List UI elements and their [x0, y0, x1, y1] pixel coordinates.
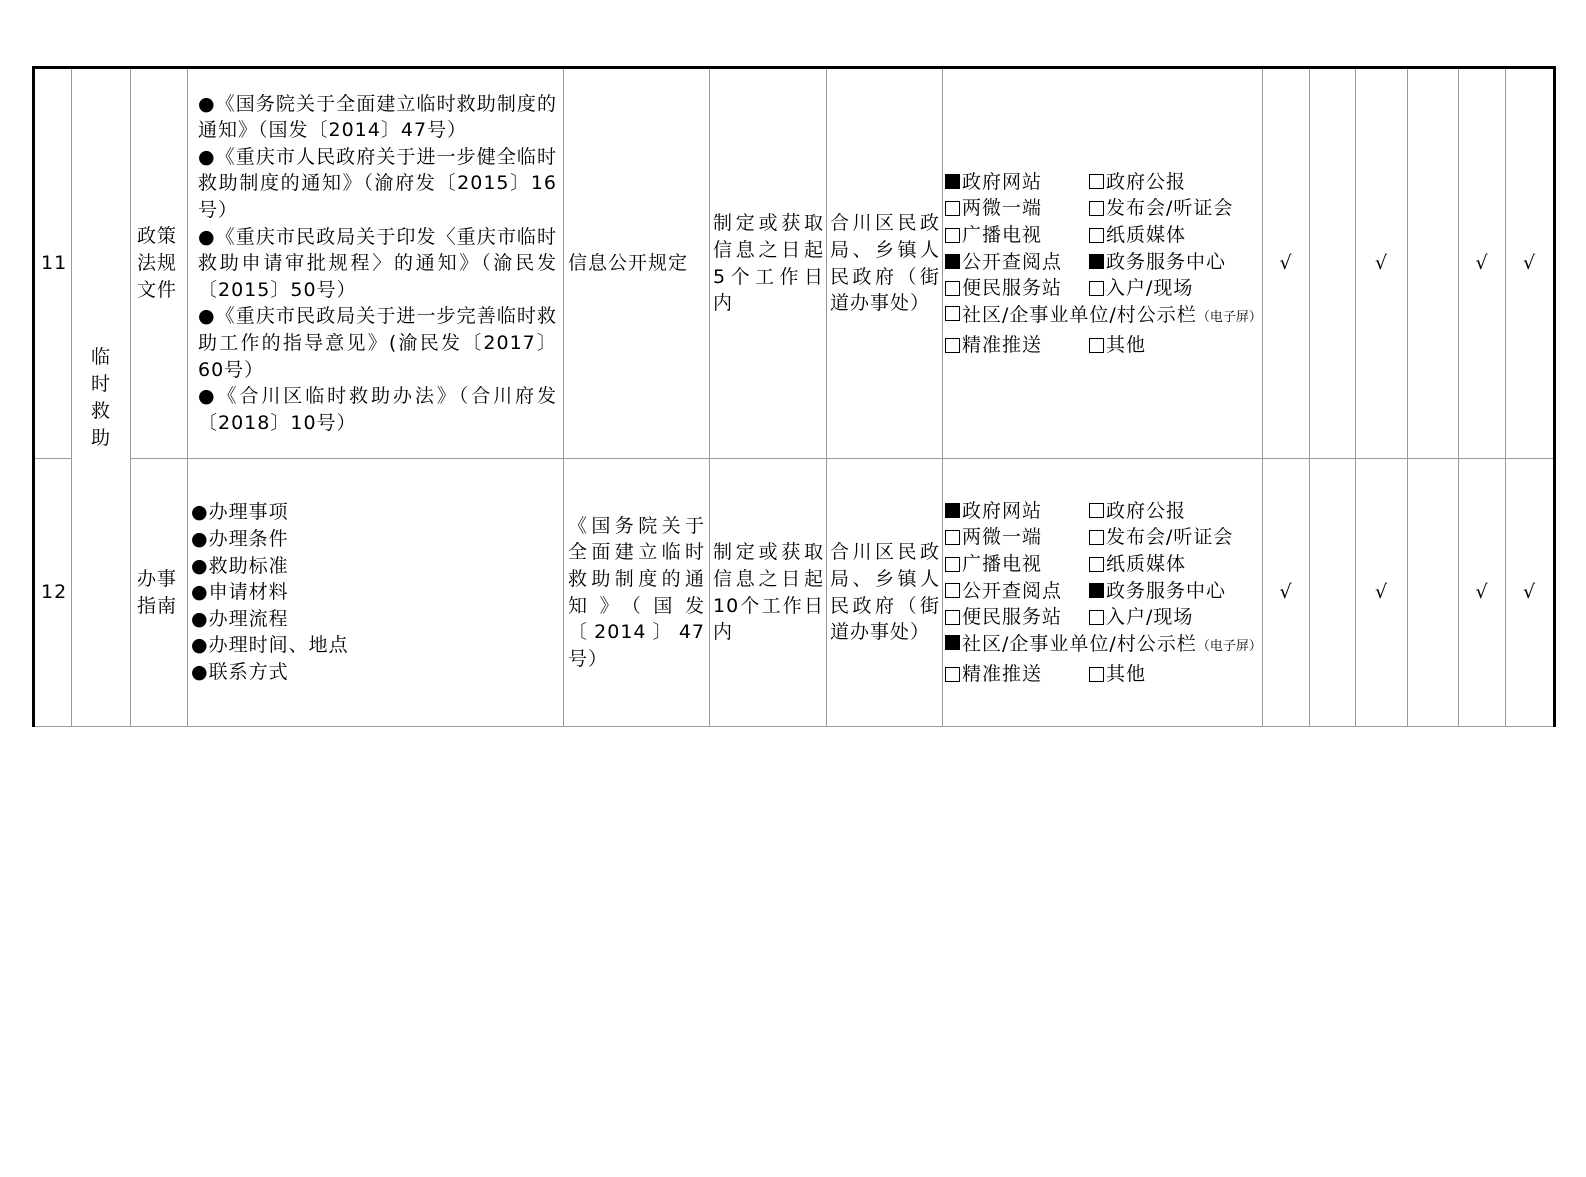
unchecked-box-icon [1089, 610, 1104, 625]
check-mark: √ [1459, 68, 1506, 459]
source-cell: 信息公开规定 [564, 68, 710, 459]
unchecked-box-icon [945, 583, 960, 598]
check-mark [1310, 68, 1356, 459]
channel-option [1089, 275, 1193, 302]
unchecked-box-icon [1089, 503, 1104, 518]
source-cell: 《国务院关于全面建立临时救助制度的通知》（国发〔2014〕47号） [564, 459, 710, 727]
checked-box-icon [945, 174, 960, 189]
disclosure-table-page [32, 66, 1553, 735]
channel-row [945, 302, 1262, 332]
channel-option [1089, 524, 1233, 551]
row-index: 12 [34, 459, 72, 727]
channel-option [1089, 195, 1233, 222]
table-row [34, 459, 1555, 727]
row-index: 11 [34, 68, 72, 459]
unchecked-box-icon [945, 610, 960, 625]
channel-label: 公开查阅点 [962, 579, 1063, 602]
channel-label: 两微一端 [962, 526, 1043, 549]
channel-row [945, 631, 1262, 661]
channel-label: 两微一端 [962, 197, 1043, 220]
guide-item: ●办理流程 [191, 607, 289, 630]
channel-label: 政府公报 [1106, 499, 1187, 522]
guide-item: ●申请材料 [191, 581, 289, 604]
channel-label: 精准推送 [962, 662, 1043, 685]
channel-label: 政务服务中心 [1106, 250, 1227, 273]
channel-option [1089, 332, 1146, 359]
unchecked-box-icon [1089, 338, 1104, 353]
channel-row [945, 195, 1262, 222]
channel-option [945, 498, 1089, 525]
channel-label: 入户/现场 [1106, 277, 1194, 300]
guide-item: ●办理时间、地点 [191, 634, 349, 657]
check-mark: √ [1263, 68, 1310, 459]
department-cell: 合川区民政局、乡镇人民政府（街道办事处） [827, 68, 943, 459]
guide-item: ●救助标准 [191, 554, 289, 577]
channel-option [945, 275, 1089, 302]
channel-option [945, 169, 1089, 196]
channel-label: 入户/现场 [1106, 606, 1194, 629]
checked-box-icon [1089, 583, 1104, 598]
unchecked-box-icon [1089, 174, 1104, 189]
channel-label: 社区/企事业单位/村公示栏 [962, 633, 1197, 656]
check-mark [1408, 459, 1459, 727]
channel-label: 政府公报 [1106, 170, 1187, 193]
check-mark: √ [1506, 459, 1555, 727]
checked-box-icon [1089, 254, 1104, 269]
channel-option [1089, 222, 1186, 249]
channel-option [1089, 661, 1146, 688]
check-mark [1310, 459, 1356, 727]
department-cell: 合川区民政局、乡镇人民政府（街道办事处） [827, 459, 943, 727]
channel-label: 其他 [1106, 662, 1147, 685]
channel-label: 发布会/听证会 [1106, 197, 1234, 220]
channel-option [945, 222, 1089, 249]
channel-row [945, 551, 1262, 578]
channels-cell [943, 68, 1263, 459]
subcategory-label: 政策法规文件 [137, 225, 178, 301]
channel-row [945, 498, 1262, 525]
channel-label: 公开查阅点 [962, 250, 1063, 273]
unchecked-box-icon [945, 281, 960, 296]
channel-option [1089, 249, 1226, 276]
channel-note: （电子屏） [1196, 639, 1262, 655]
channel-option [1089, 169, 1186, 196]
unchecked-box-icon [1089, 530, 1104, 545]
basis-item: ●《重庆市人民政府关于进一步健全临时救助制度的通知》（渝府发〔2015〕16号） [198, 145, 557, 222]
unchecked-box-icon [945, 530, 960, 545]
table-row [34, 68, 1555, 459]
basis-item: ●《重庆市民政局关于进一步完善临时救助工作的指导意见》(渝民发〔2017〕60号） [198, 305, 557, 381]
basis-cell [188, 68, 564, 459]
channel-option [945, 249, 1089, 276]
channel-row [945, 249, 1262, 276]
channel-row [945, 524, 1262, 551]
channel-label: 发布会/听证会 [1106, 526, 1234, 549]
check-mark: √ [1263, 459, 1310, 727]
basis-item: ●《国务院关于全面建立临时救助制度的通知》（国发〔2014〕47号） [198, 92, 557, 142]
checked-box-icon [945, 635, 960, 650]
check-mark: √ [1506, 68, 1555, 459]
time-limit-cell: 制定或获取信息之日起10个工作日内 [710, 459, 827, 727]
channel-label: 纸质媒体 [1106, 223, 1187, 246]
channel-label: 纸质媒体 [1106, 552, 1187, 575]
channel-row [945, 222, 1262, 249]
channel-label: 政府网站 [962, 170, 1043, 193]
channel-row [945, 332, 1262, 359]
channel-option [945, 661, 1089, 688]
check-mark: √ [1459, 459, 1506, 727]
guide-item: ●办理条件 [191, 528, 289, 551]
check-mark [1408, 68, 1459, 459]
unchecked-box-icon [1089, 281, 1104, 296]
channel-note: （电子屏） [1196, 310, 1262, 326]
guide-item: ●办理事项 [191, 501, 289, 524]
channel-row [945, 578, 1262, 605]
basis-item: ●《重庆市民政局关于印发〈重庆市临时救助申请审批规程〉的通知》（渝民发〔2015〕50号） [198, 225, 557, 301]
channel-label: 社区/企事业单位/村公示栏 [962, 304, 1197, 327]
checked-box-icon [945, 254, 960, 269]
channel-label: 便民服务站 [962, 606, 1063, 629]
unchecked-box-icon [945, 338, 960, 353]
channel-option [945, 604, 1089, 631]
channel-label: 广播电视 [962, 223, 1043, 246]
unchecked-box-icon [945, 667, 960, 682]
channel-option [945, 332, 1089, 359]
category-cell [72, 68, 131, 727]
channel-option [945, 578, 1089, 605]
channel-row [945, 604, 1262, 631]
channel-row [945, 275, 1262, 302]
unchecked-box-icon [1089, 667, 1104, 682]
subcategory-label: 办事指南 [137, 567, 178, 617]
check-mark: √ [1356, 459, 1408, 727]
channels-cell [943, 459, 1263, 727]
channel-row [945, 661, 1262, 688]
channel-option [1089, 551, 1186, 578]
channel-label: 广播电视 [962, 552, 1043, 575]
channel-label: 便民服务站 [962, 277, 1063, 300]
channel-option [1089, 578, 1226, 605]
subcategory-cell [131, 459, 188, 727]
time-limit-cell: 制定或获取信息之日起5个工作日内 [710, 68, 827, 459]
disclosure-table [32, 66, 1556, 727]
guide-cell [188, 459, 564, 727]
channel-option [945, 195, 1089, 222]
unchecked-box-icon [945, 201, 960, 216]
unchecked-box-icon [1089, 557, 1104, 572]
unchecked-box-icon [945, 306, 960, 321]
unchecked-box-icon [1089, 201, 1104, 216]
channel-option [1089, 604, 1193, 631]
channel-label: 精准推送 [962, 333, 1043, 356]
channel-option [945, 551, 1089, 578]
category-label: 临时救助 [90, 345, 111, 449]
channel-label: 政务服务中心 [1106, 579, 1227, 602]
unchecked-box-icon [945, 228, 960, 243]
basis-item: ●《合川区临时救助办法》（合川府发〔2018〕10号） [198, 385, 557, 434]
unchecked-box-icon [1089, 228, 1104, 243]
check-mark: √ [1356, 68, 1408, 459]
unchecked-box-icon [945, 557, 960, 572]
channel-option [945, 524, 1089, 551]
channel-option [1089, 498, 1186, 525]
channel-label: 其他 [1106, 333, 1147, 356]
channel-row [945, 169, 1262, 196]
subcategory-cell [131, 68, 188, 459]
channel-label: 政府网站 [962, 499, 1043, 522]
checked-box-icon [945, 503, 960, 518]
guide-item: ●联系方式 [191, 660, 289, 683]
